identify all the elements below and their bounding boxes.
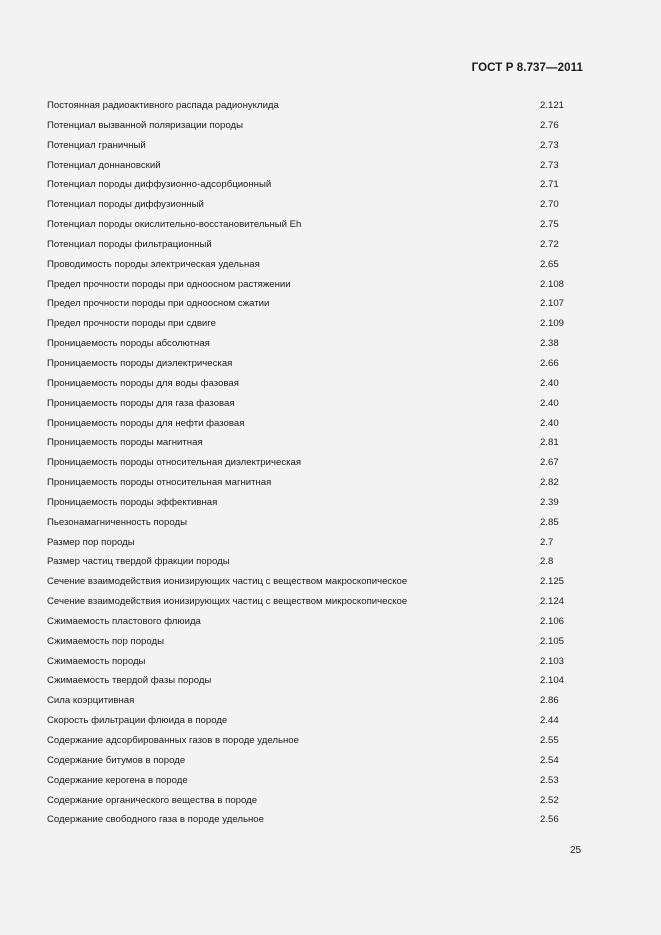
index-reference: 2.73 — [540, 139, 559, 151]
index-reference: 2.40 — [540, 397, 559, 409]
index-reference: 2.7 — [540, 536, 554, 548]
index-entry — [47, 414, 587, 434]
index-term: Сила коэрцитивная — [47, 695, 135, 707]
index-term: Потенциал доннановский — [47, 159, 161, 171]
index-term: Содержание органического вещества в породе — [47, 794, 258, 806]
index-term: Потенциал породы фильтрационный — [47, 238, 212, 250]
index-reference: 2.70 — [540, 199, 559, 211]
index-term: Потенциал породы окислительно-восстановительный Eh — [47, 219, 302, 231]
index-entry — [47, 791, 587, 811]
index-reference: 2.56 — [540, 814, 559, 826]
index-entry — [47, 731, 587, 751]
index-entry — [47, 513, 587, 533]
index-term: Предел прочности породы при сдвиге — [47, 318, 216, 330]
page-number: 25 — [570, 845, 582, 856]
index-entry — [47, 116, 587, 136]
index-entry — [47, 354, 587, 374]
index-reference: 2.75 — [540, 219, 559, 231]
index-entry — [47, 374, 587, 394]
index-entry — [47, 711, 587, 731]
index-entry — [47, 275, 587, 295]
index-reference: 2.85 — [540, 516, 559, 528]
index-reference: 2.103 — [540, 655, 565, 667]
index-entry — [47, 334, 587, 354]
index-term: Размер пор породы — [47, 536, 135, 548]
index-entry — [47, 652, 587, 672]
index-reference: 2.104 — [540, 675, 565, 687]
index-term: Размер частиц твердой фракции породы — [47, 556, 230, 568]
index-reference: 2.38 — [540, 338, 559, 350]
index-term: Проницаемость породы диэлектрическая — [47, 357, 233, 369]
index-term: Сечение взаимодействия ионизирующих частиц с веществом макроскопическое — [47, 576, 408, 588]
index-term: Сжимаемость пластового флюида — [47, 615, 201, 627]
index-reference: 2.125 — [540, 576, 565, 588]
index-entry — [47, 592, 587, 612]
index-reference: 2.107 — [540, 298, 565, 310]
index-entry — [47, 771, 587, 791]
index-term: Потенциал вызванной поляризации породы — [47, 119, 243, 131]
index-term: Проницаемость породы магнитная — [47, 437, 203, 449]
index-entry — [47, 493, 587, 513]
standard-header: ГОСТ Р 8.737—2011 — [471, 62, 583, 74]
index-entry — [47, 632, 587, 652]
index-entry — [47, 136, 587, 156]
index-term: Проницаемость породы относительная диэлектрическая — [47, 457, 302, 469]
index-entry — [47, 235, 587, 255]
index-entry — [47, 433, 587, 453]
index-reference: 2.105 — [540, 635, 565, 647]
index-term: Потенциал граничный — [47, 139, 146, 151]
index-term: Сжимаемость породы — [47, 655, 146, 667]
index-reference: 2.53 — [540, 774, 559, 786]
index-reference: 2.39 — [540, 496, 559, 508]
index-reference: 2.109 — [540, 318, 565, 330]
index-entry — [47, 671, 587, 691]
index-reference: 2.72 — [540, 238, 559, 250]
index-reference: 2.82 — [540, 477, 559, 489]
index-term: Сжимаемость твердой фазы породы — [47, 675, 212, 687]
index-reference: 2.54 — [540, 754, 559, 766]
index-entry — [47, 294, 587, 314]
index-term: Проницаемость породы для газа фазовая — [47, 397, 235, 409]
index-reference: 2.40 — [540, 377, 559, 389]
index-entry — [47, 453, 587, 473]
index-reference: 2.71 — [540, 179, 559, 191]
index-term: Проводимость породы электрическая удельная — [47, 258, 260, 270]
index-term: Проницаемость породы абсолютная — [47, 338, 210, 350]
index-term: Предел прочности породы при одноосном растяжении — [47, 278, 291, 290]
index-entry — [47, 473, 587, 493]
index-reference: 2.81 — [540, 437, 559, 449]
index-term: Проницаемость породы эффективная — [47, 496, 218, 508]
index-term: Проницаемость породы для нефти фазовая — [47, 417, 245, 429]
index-reference: 2.55 — [540, 735, 559, 746]
index-entry — [47, 810, 587, 830]
index-reference: 2.106 — [540, 615, 565, 627]
index-term: Содержание адсорбированных газов в породе удельное — [47, 735, 299, 746]
index-entry — [47, 394, 587, 414]
index-entry — [47, 751, 587, 771]
index-reference: 2.40 — [540, 417, 559, 429]
index-reference: 2.86 — [540, 695, 559, 707]
index-entry — [47, 195, 587, 215]
index-term: Проницаемость породы для воды фазовая — [47, 377, 239, 389]
index-term: Скорость фильтрации флюида в породе — [47, 715, 228, 727]
index-reference: 2.44 — [540, 715, 559, 727]
index-entry — [47, 215, 587, 235]
index-reference: 2.65 — [540, 258, 559, 270]
index-entry — [47, 96, 587, 116]
index-reference: 2.76 — [540, 119, 559, 131]
index-reference: 2.67 — [540, 457, 559, 469]
index-entry — [47, 691, 587, 711]
index-term: Предел прочности породы при одноосном сжатии — [47, 298, 270, 310]
index-term: Содержание битумов в породе — [47, 754, 186, 766]
index-term: Содержание свободного газа в породе удельное — [47, 814, 264, 826]
index-term: Потенциал породы диффузионный — [47, 199, 204, 211]
index-reference: 2.8 — [540, 556, 554, 568]
index-term: Содержание керогена в породе — [47, 774, 188, 786]
index-reference: 2.108 — [540, 278, 565, 290]
index-reference: 2.121 — [540, 100, 565, 111]
index-reference: 2.124 — [540, 596, 565, 608]
index-term: Пьезонамагниченность породы — [47, 516, 187, 528]
index-entry — [47, 175, 587, 195]
index-entry — [47, 612, 587, 632]
index-term: Проницаемость породы относительная магнитная — [47, 477, 272, 489]
index-reference: 2.52 — [540, 794, 559, 806]
index-term: Сжимаемость пор породы — [47, 635, 164, 647]
index-entry — [47, 156, 587, 176]
index-entry — [47, 255, 587, 275]
index-entry — [47, 552, 587, 572]
index-term: Сечение взаимодействия ионизирующих частиц с веществом микроскопическое — [47, 596, 408, 608]
index-reference: 2.66 — [540, 357, 559, 369]
index-entry — [47, 533, 587, 553]
index-entry — [47, 314, 587, 334]
index-term: Потенциал породы диффузионно-адсорбционный — [47, 179, 272, 191]
index-entry — [47, 572, 587, 592]
index-term: Постоянная радиоактивного распада радионуклида — [47, 100, 279, 111]
term-index-list — [47, 96, 587, 830]
index-reference: 2.73 — [540, 159, 559, 171]
